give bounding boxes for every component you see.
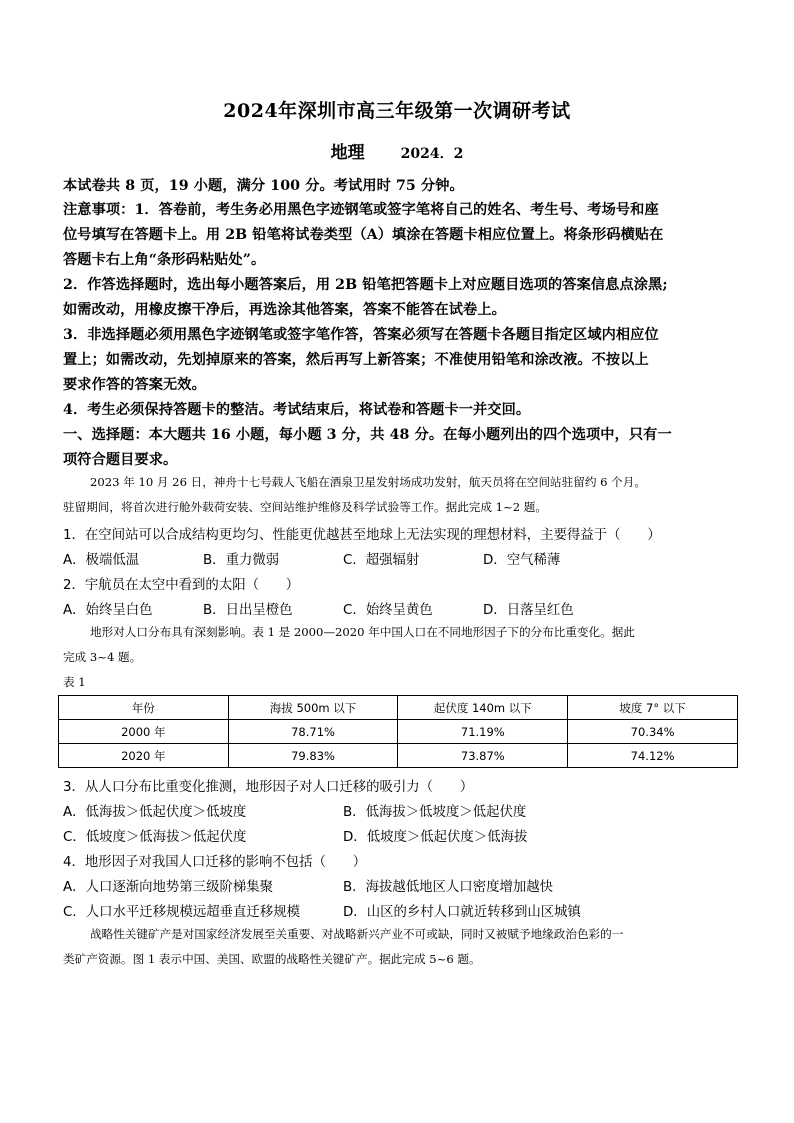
q1-option-a[interactable]: A．极端低温 — [63, 553, 140, 568]
notes-line: 注意事项：1．答卷前，考生务必用黑色字迹钢笔或签字笔将自己的姓名、考生号、考场号和座 — [63, 202, 659, 218]
notes-line: 要求作答的答案无效。 — [63, 377, 206, 393]
notes-line: 3．非选择题必须用黑色字迹钢笔或签字笔作答，答案必须写在答题卡各题目指定区域内相应位 — [63, 327, 659, 343]
table-header-row — [59, 696, 738, 720]
exam-date: 2024．2 — [400, 146, 464, 162]
q3-option-a[interactable]: A．低海拔＞低起伏度＞低坡度 — [63, 805, 247, 820]
material-text: 战略性关键矿产是对国家经济发展至关重要、对战略新兴产业不可或缺，同时又被赋予地缘政治色彩的一 — [90, 927, 624, 941]
question-2-stem: 2．宇航员在太空中看到的太阳（ ） — [63, 578, 300, 593]
exam-title: 2024年深圳市高三年级第一次调研考试 — [223, 100, 571, 122]
q2-option-d[interactable]: D．日落呈红色 — [483, 603, 574, 618]
q2-option-a[interactable]: A．始终呈白色 — [63, 603, 153, 618]
q1-option-d[interactable]: D．空气稀薄 — [483, 553, 561, 568]
material-text: 驻留期间，将首次进行舱外载荷安装、空间站维护维修及科学试验等工作。据此完成 1~2 题。 — [63, 500, 547, 514]
table-cell: 2020 年 — [59, 744, 229, 768]
q3-option-b[interactable]: B．低海拔＞低坡度＞低起伏度 — [343, 805, 527, 820]
q4-option-a[interactable]: A．人口逐渐向地势第三级阶梯集聚 — [63, 880, 274, 895]
table-cell: 73.87% — [398, 744, 568, 768]
table-cell: 2000 年 — [59, 720, 229, 744]
table-row — [59, 744, 738, 768]
section-heading: 项符合题目要求。 — [63, 452, 178, 468]
notes-line: 2．作答选择题时，选出每小题答案后，用 2B 铅笔把答题卡上对应题目选项的答案信息点涂黑; — [63, 277, 668, 293]
table-header-cell: 海拔 500m 以下 — [228, 696, 398, 720]
question-3-stem: 3．从人口分布比重变化推测，地形因子对人口迁移的吸引力（ ） — [63, 780, 474, 795]
notes-line: 如需改动，用橡皮擦干净后，再选涂其他答案，答案不能答在试卷上。 — [63, 302, 506, 318]
q2-option-c[interactable]: C．始终呈黄色 — [343, 603, 433, 618]
q4-option-c[interactable]: C．人口水平迁移规模远超垂直迁移规模 — [63, 905, 300, 920]
q4-option-d[interactable]: D．山区的乡村人口就近转移到山区城镇 — [343, 905, 581, 920]
q1-option-c[interactable]: C．超强辐射 — [343, 553, 420, 568]
exam-subtitle — [0, 138, 794, 163]
section-heading: 一、选择题：本大题共 16 小题，每小题 3 分，共 48 分。在每小题列出的四个选项中，只有一 — [63, 427, 672, 443]
table-caption: 表 1 — [63, 675, 86, 689]
material-text: 地形对人口分布具有深刻影响。表 1 是 2000—2020 年中国人口在不同地形因子下的分布比重变化。据此 — [90, 625, 635, 639]
material-text: 完成 3~4 题。 — [63, 650, 142, 664]
table-header-cell: 起伏度 140m 以下 — [398, 696, 568, 720]
table-cell: 78.71% — [228, 720, 398, 744]
table-cell: 74.12% — [568, 744, 738, 768]
table-cell: 70.34% — [568, 720, 738, 744]
material-text: 类矿产资源。图 1 表示中国、美国、欧盟的战略性关键矿产。据此完成 5~6 题。 — [63, 952, 481, 966]
question-4-stem: 4．地形因子对我国人口迁移的影响不包括（ ） — [63, 855, 367, 870]
q3-option-d[interactable]: D．低坡度＞低起伏度＞低海拔 — [343, 830, 528, 845]
notes-line: 置上；如需改动，先划掉原来的答案，然后再写上新答案；不准使用铅笔和涂改液。不按以上 — [63, 352, 649, 368]
q1-option-b[interactable]: B．重力微弱 — [203, 553, 280, 568]
question-1-stem: 1．在空间站可以合成结构更均匀、性能更优越甚至地球上无法实现的理想材料，主要得益于（ ） — [63, 528, 661, 543]
notes-line: 位号填写在答题卡上。用 2B 铅笔将试卷类型（A）填涂在答题卡相应位置上。将条形码横贴在 — [63, 227, 664, 243]
population-table — [58, 695, 738, 768]
table-cell: 71.19% — [398, 720, 568, 744]
notes-line: 4．考生必须保持答题卡的整洁。考试结束后，将试卷和答题卡一并交回。 — [63, 402, 531, 418]
subject-name: 地理 — [330, 143, 365, 163]
table-header-cell: 年份 — [59, 696, 229, 720]
material-text: 2023 年 10 月 26 日，神舟十七号载人飞船在酒泉卫星发射场成功发射，航天员将在空间站驻留约 6 个月。 — [90, 475, 646, 489]
table-header-cell: 坡度 7° 以下 — [568, 696, 738, 720]
q3-option-c[interactable]: C．低坡度＞低海拔＞低起伏度 — [63, 830, 247, 845]
q4-option-b[interactable]: B．海拔越低地区人口密度增加越快 — [343, 880, 554, 895]
q2-option-b[interactable]: B．日出呈橙色 — [203, 603, 293, 618]
table-row — [59, 720, 738, 744]
table-cell: 79.83% — [228, 744, 398, 768]
notes-line: 答题卡右上角“条形码粘贴处”。 — [63, 252, 266, 268]
exam-intro: 本试卷共 8 页，19 小题，满分 100 分。考试用时 75 分钟。 — [63, 178, 464, 194]
